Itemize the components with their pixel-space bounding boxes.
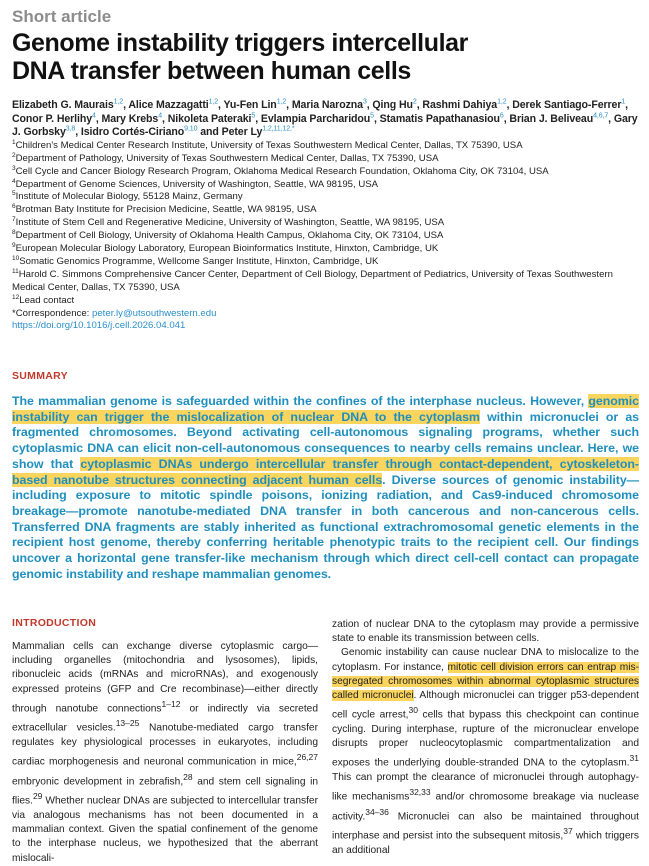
affiliation-list: [12, 140, 640, 308]
intro-text: which triggers an additional: [332, 830, 639, 856]
intro-text: or indirectly via secreted extracellular vesicles.: [12, 703, 318, 734]
reference-link[interactable]: 1–12: [161, 698, 181, 709]
affiliation-number: 5: [12, 190, 16, 198]
affiliation-item: [12, 243, 640, 256]
affiliation-text: Lead contact: [19, 294, 75, 306]
author-affiliation-marker[interactable]: 4: [158, 112, 163, 120]
author-name[interactable]: Brian J. Beliveau: [509, 112, 594, 125]
affiliation-text: Somatic Genomics Programme, Wellcome Sanger Institute, Hinxton, Cambridge, UK: [19, 255, 379, 267]
affiliation-text: Cell Cycle and Cancer Biology Research Program, Oklahoma Medical Research Foundation, Oklahoma City, OK 73104, USA: [15, 165, 549, 177]
intro-text: This can prompt the clearance of micronuclei through autophagy-like mechanisms: [332, 771, 639, 803]
author-name[interactable]: Rashmi Dahiya: [422, 99, 498, 111]
article-page: [12, 6, 640, 864]
intro-text: Micronuclei can also be maintained throughout interphase and persist into the subsequent mitosis,: [332, 811, 639, 842]
author-list: [12, 99, 640, 140]
affiliation-text: Department of Pathology, University of Texas Southwestern Medical Center, Dallas, TX 75390, USA: [15, 152, 439, 164]
affiliation-text: Department of Genome Sciences, University of Washington, Seattle, WA 98195, USA: [15, 178, 379, 190]
intro-text: . Although micronuclei can trigger p53-dependent cell cycle arrest,: [332, 690, 639, 721]
article-type: Short article: [12, 7, 112, 26]
affiliation-item: [12, 269, 640, 295]
reference-link[interactable]: 28: [183, 771, 193, 782]
author-affiliation-marker[interactable]: 1,2: [208, 98, 219, 106]
author-affiliation-marker[interactable]: 3: [362, 98, 367, 106]
intro-highlight: mitotic cell division errors can entrap mis-segregated chromosomes within abnormal cytoplasmic structures called micronuclei: [332, 661, 639, 702]
affiliation-text: European Molecular Biology Laboratory, European Bioinformatics Institute, Hinxton, Cambridge, UK: [15, 243, 439, 255]
affiliation-item: [12, 153, 640, 166]
affiliation-item: [12, 230, 640, 243]
affiliation-item: [12, 204, 640, 217]
author-affiliation-marker[interactable]: 2: [412, 98, 417, 106]
affiliation-number: 12: [12, 293, 20, 301]
author-affiliation-marker[interactable]: 1: [621, 98, 626, 106]
intro-right-column: [332, 618, 639, 858]
author-name[interactable]: Yu-Fen Lin: [223, 99, 277, 111]
affiliation-number: 8: [12, 228, 16, 236]
reference-link[interactable]: 31: [629, 753, 639, 764]
author-affiliation-marker[interactable]: 1,2: [497, 98, 507, 106]
author-affiliation-marker[interactable]: 3,8: [65, 125, 76, 133]
reference-link[interactable]: 13–25: [115, 718, 140, 729]
affiliation-text: Children's Medical Center Research Institute, University of Texas Southwestern Medical Center, Dallas, TX 75390, USA: [15, 139, 523, 151]
summary-text: [12, 394, 639, 582]
intro-text: cells that bypass this checkpoint can continue cycling. During interphase, rupture of the micronuclear envelope disrupts proper nucleocytoplasmic compartmentalization and exposes the underlying double-stranded DNA to the cytoplasm.: [332, 709, 639, 769]
intro-paragraph-1: [12, 640, 318, 866]
summary-text-3: . Diverse sources of genomic instability—including exposure to mitotic spindle poisons, ionizing radiation, and Cas9-induced chromosome breakage—promote nanotube-mediated DNA transfer in both cancerous and non-cancerous cells. Transferred DNA fragments are stably inherited as functional extrachromosomal genetic elements in the recipient host genome, thereby conferring heritable phenotypic traits to the recipient cell. Our findings uncover a horizontal gene transfer-like mechanism through which direct cell-cell contact can propagate genomic instability and reshape mammalian genomes.: [12, 472, 639, 581]
affiliation-item: [12, 217, 640, 230]
affiliation-item: [12, 179, 640, 192]
correspondence-label: *Correspondence:: [12, 307, 90, 319]
author-affiliation-marker[interactable]: 5: [251, 112, 256, 120]
author-name[interactable]: Isidro Cortés-Ciriano: [80, 126, 185, 139]
intro-text: and/or chromosome breakage via nuclease activity.: [332, 791, 639, 822]
author-affiliation-marker[interactable]: 1,2: [276, 98, 287, 106]
author-affiliation-marker[interactable]: 1,2: [113, 98, 124, 106]
intro-text: Whether nuclear DNAs are subjected to intercellular transfer via analogous mechanisms has not been documented in a mammalian context. Given the spatial confinement of the genome to the interphase nucleus, we hypothesized that the aberrant mislocali-: [12, 795, 318, 864]
article-title: Genome instability triggers intercellular DNA transfer between human cells: [12, 29, 468, 85]
author-affiliation-marker[interactable]: 4,6,7: [593, 112, 609, 120]
reference-link[interactable]: 26,27: [296, 752, 318, 763]
affiliation-number: 7: [12, 216, 16, 224]
author-affiliation-marker[interactable]: 1,2,11,12,*: [262, 125, 295, 133]
affiliation-item: [12, 140, 640, 153]
summary-highlight-2: cytoplasmic DNAs undergo intercellular transfer through contact-dependent, cytoskeleton-based nanotube structures connecting adjacent human cells: [12, 456, 639, 487]
summary-text-2: within micronuclei or as fragmented chromosomes. Beyond activating cell-autonomous signaling programs, whether such cytoplasmic DNA can elicit non-cell-autonomous consequences to nearby cells remains unclear. Here, we show that: [12, 409, 639, 471]
author-name[interactable]: Alice Mazzagatti: [128, 99, 209, 111]
introduction-heading: INTRODUCTION: [12, 617, 97, 629]
correspondence-email[interactable]: peter.ly@utsouthwestern.edu: [92, 307, 217, 319]
affiliation-number: 4: [12, 177, 16, 185]
affiliation-number: 2: [12, 151, 16, 159]
author-affiliation-marker[interactable]: 5: [370, 112, 374, 120]
doi-row: [12, 320, 640, 333]
intro-text: Nanotube-mediated cargo transfer regulates key physiological processes in eukaryotes, including cardiac morphogenesis and neuronal communication in mice,: [12, 722, 318, 768]
author-name[interactable]: Peter Ly: [221, 126, 263, 139]
intro-text: embryonic development in zebrafish,: [12, 776, 184, 788]
intro-text: and stem cell signaling in flies.: [12, 776, 318, 807]
author-name[interactable]: Derek Santiago-Ferrer: [512, 99, 622, 111]
intro-paragraph-2: [332, 646, 639, 858]
affiliation-text: Institute of Stem Cell and Regenerative Medicine, University of Washington, Seattle, WA 98195, USA: [15, 217, 445, 229]
affiliation-number: 10: [12, 254, 20, 262]
affiliation-item: [12, 191, 640, 204]
affiliation-text: Harold C. Simmons Comprehensive Cancer Center, Department of Cell Biology, Department of Pediatrics, University of Texas Southwestern Medical Center, Dallas, TX 75390, USA: [12, 268, 613, 293]
intro-text: Genomic instability can cause nuclear DNA to mislocalize to the cytoplasm. For instance,: [332, 647, 639, 673]
reference-link[interactable]: 30: [408, 705, 418, 716]
reference-link[interactable]: 34–36: [365, 806, 389, 817]
author-affiliation-marker[interactable]: 6: [499, 112, 504, 120]
author-name[interactable]: Gary J. Gorbsky: [12, 112, 638, 139]
affiliation-number: 11: [12, 267, 19, 275]
intro-paragraph-continued: zation of nuclear DNA to the cytoplasm may provide a permissive state to enable its transmission between cells.: [332, 619, 639, 645]
reference-link[interactable]: 32,33: [409, 787, 431, 798]
reference-link[interactable]: 29: [32, 791, 43, 802]
author-name[interactable]: Mary Krebs: [101, 112, 159, 125]
reference-link[interactable]: 37: [563, 826, 573, 837]
affiliation-number: 9: [12, 241, 16, 249]
author-name[interactable]: Evlampia Parcharidou: [260, 112, 371, 125]
author-affiliation-marker[interactable]: 4: [92, 112, 96, 120]
intro-left-column: [12, 640, 318, 866]
affiliation-number: 6: [12, 203, 16, 211]
affiliation-text: Institute of Molecular Biology, 55128 Mainz, Germany: [15, 191, 243, 203]
correspondence: [12, 308, 640, 321]
intro-text: Mammalian cells can exchange diverse cytoplasmic cargo—including organelles (mitochondria and lysosomes), lipids, ribonucleic acids (mRNAs and microRNAs), and exogenously expressed proteins (GFP and Cre recombinase)—either directly through nanotube connections: [12, 641, 318, 715]
author-name[interactable]: Maria Narozna: [291, 99, 363, 111]
doi-link[interactable]: https://doi.org/10.1016/j.cell.2026.04.041: [12, 320, 186, 332]
summary-text-1: The mammalian genome is safeguarded within the confines of the interphase nucleus. However,: [12, 394, 589, 408]
affiliation-number: 1: [12, 138, 16, 146]
affiliation-item: [12, 256, 640, 269]
author-name[interactable]: Stamatis Papathanasiou: [379, 112, 500, 125]
summary-highlight-1: genomic instability can trigger the mislocalization of nuclear DNA to the cytoplasm: [12, 394, 639, 424]
affiliation-item: [12, 295, 640, 308]
author-affiliation-marker[interactable]: 9,10: [184, 125, 198, 133]
author-name[interactable]: Elizabeth G. Maurais: [12, 99, 114, 111]
author-conjunction: and: [200, 126, 219, 139]
author-name[interactable]: Nikoleta Pateraki: [167, 112, 252, 125]
affiliation-text: Brotman Baty Institute for Precision Medicine, Seattle, WA 98195, USA: [15, 204, 317, 216]
affiliation-item: [12, 166, 640, 179]
summary-heading: SUMMARY: [12, 370, 68, 382]
author-name[interactable]: Qing Hu: [372, 99, 413, 111]
affiliation-number: 3: [12, 164, 16, 172]
author-name[interactable]: Conor P. Herlihy: [12, 112, 93, 125]
affiliation-text: Department of Cell Biology, University of Oklahoma Health Campus, Oklahoma City, OK 73104, USA: [15, 230, 444, 242]
